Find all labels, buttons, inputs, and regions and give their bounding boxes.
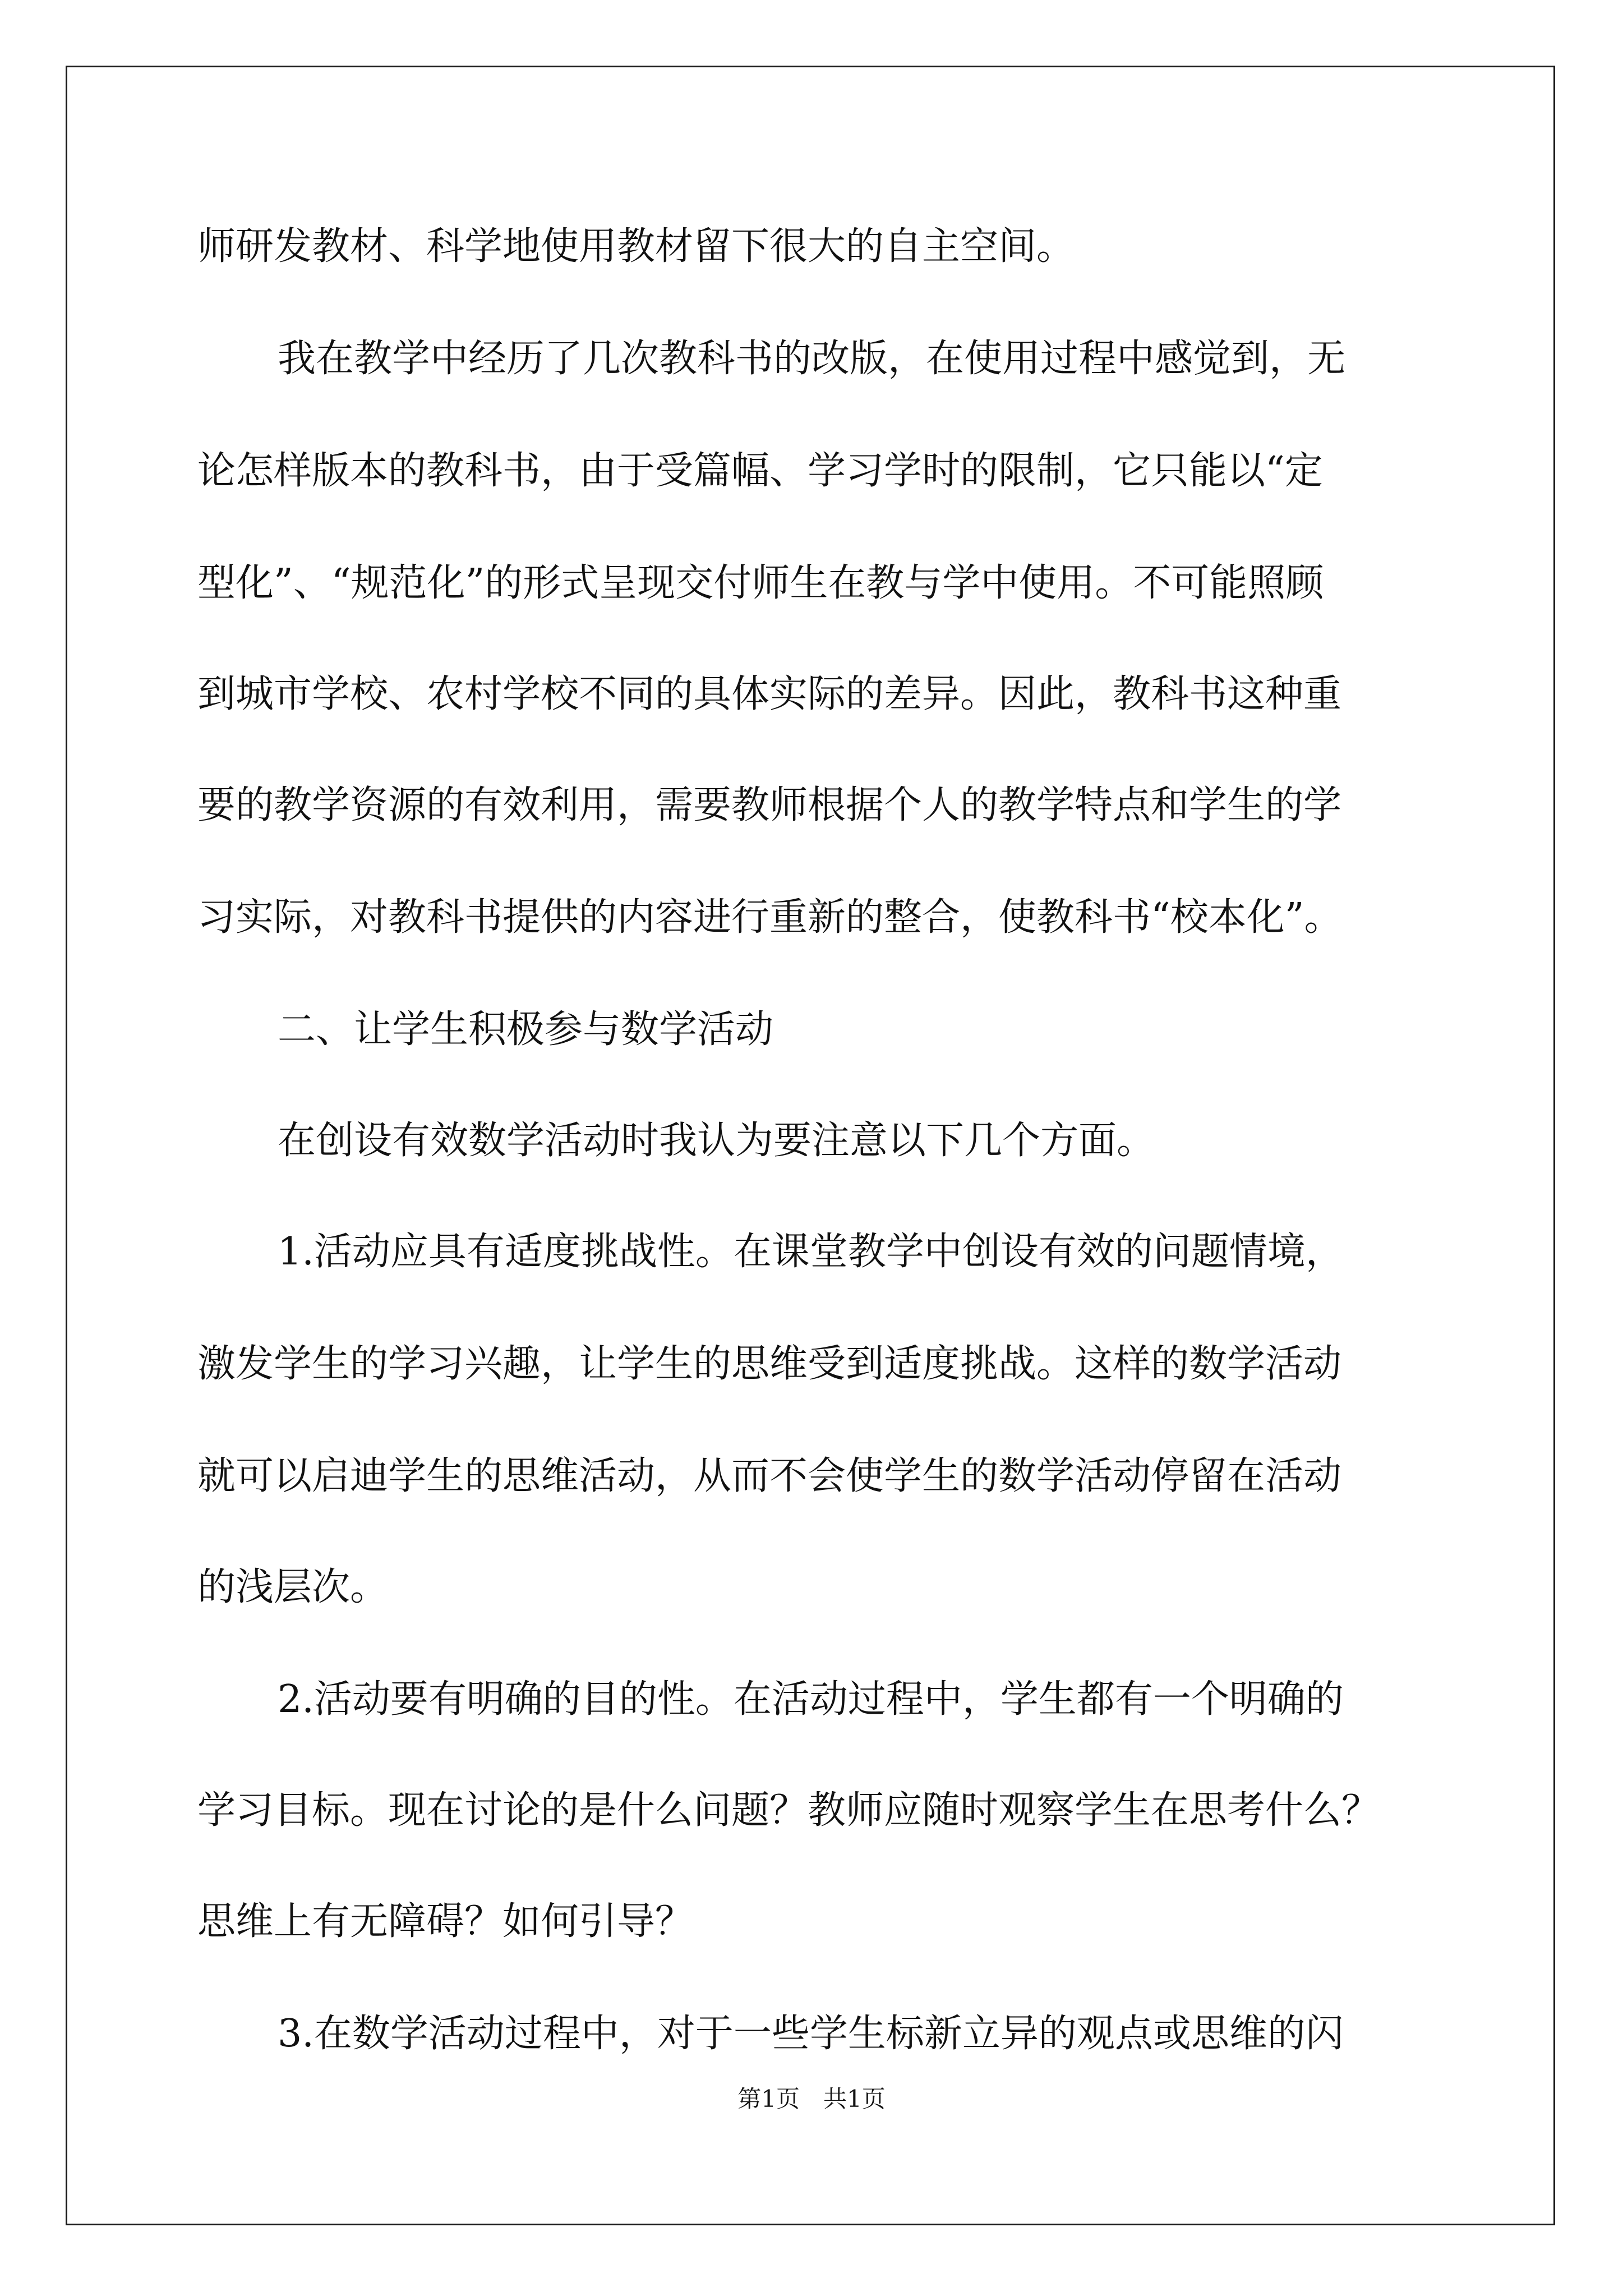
text-line: 要的教学资源的有效利用，需要教师根据个人的教学特点和学生的学 [197, 783, 1342, 827]
text-line: 学习目标。现在讨论的是什么问题？教师应随时观察学生在思考什么？ [197, 1788, 1380, 1833]
text-line: 型化”、“规范化”的形式呈现交付师生在教与学中使用。不可能照顾 [197, 561, 1324, 605]
text-line: 到城市学校、农村学校不同的具体实际的差异。因此，教科书这种重 [197, 672, 1342, 716]
list-item-3: 3.在数学活动过程中，对于一些学生标新立异的观点或思维的闪 [278, 2012, 1344, 2056]
paragraph-line: 在创设有效数学活动时我认为要注意以下几个方面。 [278, 1119, 1155, 1163]
text-line: 师研发教材、科学地使用教材留下很大的自主空间。 [197, 224, 1075, 269]
text-line: 思维上有无障碍？如何引导？ [197, 1899, 694, 1944]
text-line: 激发学生的学习兴趣，让学生的思维受到适度挑战。这样的数学活动 [197, 1342, 1342, 1386]
list-item-1: 1.活动应具有适度挑战性。在课堂教学中创设有效的问题情境， [278, 1230, 1344, 1274]
text-line: 论怎样版本的教科书，由于受篇幅、学习学时的限制，它只能以“定 [197, 449, 1323, 493]
paragraph-line: 我在教学中经历了几次教科书的改版，在使用过程中感觉到，无 [278, 337, 1346, 381]
text-line: 就可以启迪学生的思维活动，从而不会使学生的数学活动停留在活动 [197, 1454, 1342, 1498]
section-heading: 二、让学生积极参与数学活动 [278, 1007, 774, 1052]
page-number-footer: 第1页 共1页 [737, 2085, 886, 2113]
list-item-2: 2.活动要有明确的目的性。在活动过程中，学生都有一个明确的 [278, 1677, 1344, 1722]
text-line: 习实际，对教科书提供的内容进行重新的整合，使教科书“校本化”。 [197, 895, 1343, 940]
text-line: 的浅层次。 [197, 1565, 389, 1609]
